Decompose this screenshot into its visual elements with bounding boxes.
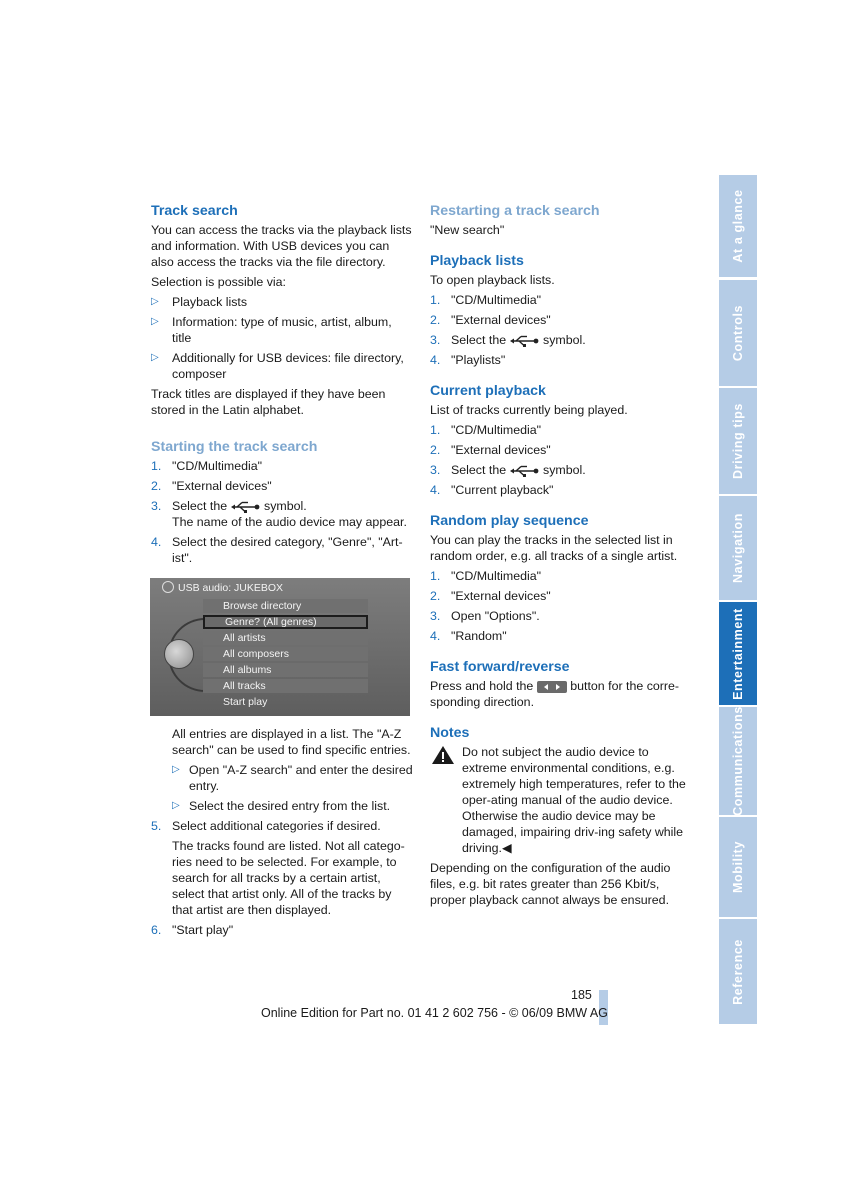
bullet-arrow-icon: ▷ [172, 800, 180, 811]
step [151, 922, 413, 938]
step-number: 2. [151, 479, 162, 493]
paragraph [430, 678, 690, 710]
step-text: "External devices" [451, 443, 551, 457]
bullet-arrow-icon: ▷ [172, 764, 180, 775]
chapter-tab-label: Mobility [731, 840, 745, 894]
screen-menu-item-selected: Genre? (All genres) [203, 615, 368, 629]
step-number: 3. [151, 499, 162, 513]
step-text: "CD/Multimedia" [172, 459, 263, 473]
step [430, 482, 690, 498]
step-text: "CD/Multimedia" [451, 423, 542, 437]
text: button for the corre-sponding direction. [430, 679, 680, 709]
screen-menu-item: All albums [203, 663, 368, 677]
heading-notes: Notes [430, 725, 470, 741]
step-list [430, 422, 690, 498]
warning-icon [430, 744, 456, 766]
list-item-text: Playback lists [172, 295, 248, 309]
step-number: 4. [430, 353, 441, 367]
screen-menu-item: All composers [203, 647, 368, 661]
step [430, 312, 690, 328]
chapter-tab-label: At a glance [731, 189, 745, 263]
step-text: "External devices" [451, 589, 551, 603]
step [430, 462, 690, 478]
sub-list-item [172, 762, 413, 794]
chapter-tab-label: Navigation [731, 513, 745, 583]
chapter-tab-navigation[interactable] [719, 496, 757, 600]
chapter-tab-mobility[interactable] [719, 817, 757, 917]
chapter-tab-controls[interactable] [719, 280, 757, 386]
right-column [430, 202, 690, 912]
step-text: symbol. [543, 333, 586, 347]
step [430, 628, 690, 644]
step-number: 6. [151, 923, 162, 937]
step [151, 818, 413, 834]
heading-fast-forward: Fast forward/reverse [430, 659, 570, 675]
step-list [430, 568, 690, 644]
step-number: 1. [151, 459, 162, 473]
step [430, 422, 690, 438]
step [430, 568, 690, 584]
heading-restarting: Restarting a track search [430, 203, 600, 219]
chapter-tab-label: Driving tips [731, 403, 745, 479]
step-text: symbol. [264, 499, 307, 513]
usb-icon [510, 335, 540, 347]
chapter-tab-label: Controls [731, 304, 745, 362]
bullet-arrow-icon: ▷ [151, 352, 159, 363]
paragraph: You can play the tracks in the selected list in random order, e.g. all tracks of a single artist. [430, 533, 678, 563]
list-item [151, 350, 413, 382]
text: Press and hold the [430, 679, 534, 693]
heading-current-playback: Current playback [430, 383, 546, 399]
chapter-tab-label: Reference [731, 938, 745, 1005]
chapter-tab-driving-tips[interactable] [719, 388, 757, 494]
step-number: 3. [430, 463, 441, 477]
step-text: "CD/Multimedia" [451, 569, 542, 583]
step [430, 332, 690, 348]
step-text: "External devices" [451, 313, 551, 327]
chapter-tab-communications[interactable] [719, 707, 757, 815]
heading-starting-track-search: Starting the track search [151, 439, 318, 455]
step-number: 5. [151, 819, 162, 833]
step-number: 3. [430, 609, 441, 623]
bullet-arrow-icon: ▷ [151, 316, 159, 327]
footer-edition: Online Edition for Part no. 01 41 2 602 756 - © 06/09 BMW AG [261, 1006, 608, 1020]
step [430, 588, 690, 604]
sub-list-item [172, 798, 413, 814]
chapter-tab-label: Communications [731, 706, 745, 816]
paragraph: "New search" [430, 223, 505, 237]
step-text: "Current playback" [451, 483, 554, 497]
chapter-tab-entertainment[interactable] [719, 602, 757, 705]
paragraph: You can access the tracks via the playback lists and information. With USB devices you can also access the tracks via the file directory. [151, 223, 412, 269]
list-item-text: Open "A-Z search" and enter the desired entry. [189, 763, 413, 793]
chapter-tab-label: Entertainment [731, 607, 745, 700]
step-text: Open "Options". [451, 609, 540, 623]
screen-menu-item: All artists [203, 631, 368, 645]
step-text: symbol. [543, 463, 586, 477]
step-text: "Random" [451, 629, 507, 643]
screen-menu-item: Browse directory [203, 599, 368, 613]
step-note: The tracks found are listed. Not all catego-ries need to be selected. For example, to search for all tracks by a certain artist, select that artist only. All of the tracks by that artist are then displayed. [172, 839, 405, 917]
step-text: "Playlists" [451, 353, 506, 367]
step-number: 1. [430, 423, 441, 437]
step [430, 352, 690, 368]
step [151, 458, 413, 474]
page-number: 185 [571, 988, 592, 1002]
paragraph: Depending on the configuration of the audio files, e.g. bit rates greater than 256 Kbit/s, proper playback cannot always be ensured. [430, 861, 671, 907]
step-list [430, 292, 690, 368]
warning-note [430, 744, 690, 856]
idrive-screenshot [150, 578, 410, 716]
step [430, 442, 690, 458]
paragraph: All entries are displayed in a list. The "A-Z search" can be used to find specific entries. [172, 727, 411, 757]
paragraph: List of tracks currently being played. [430, 403, 628, 417]
step [430, 292, 690, 308]
paragraph: Track titles are displayed if they have been stored in the Latin alphabet. [151, 387, 386, 417]
seek-button-icon [537, 681, 567, 693]
screen-menu-item: Start play [223, 696, 268, 708]
usb-icon [231, 501, 261, 513]
chapter-tab-at-a-glance[interactable] [719, 175, 757, 277]
step-number: 1. [430, 569, 441, 583]
step [151, 478, 413, 494]
step-text: "External devices" [172, 479, 272, 493]
heading-playback-lists: Playback lists [430, 253, 524, 269]
warning-text: Do not subject the audio device to extreme environmental conditions, e.g. extremely high temperatures, refer to the oper-ating manual of the audio device. Otherwise the audio device may be damaged, impairing driv-ing safety while driving.◀ [462, 745, 686, 855]
bullet-arrow-icon: ▷ [151, 296, 159, 307]
step-number: 4. [151, 535, 162, 549]
list-item-text: Additionally for USB devices: file directory, composer [172, 351, 404, 381]
step-number: 2. [430, 589, 441, 603]
heading-track-search: Track search [151, 203, 238, 219]
step-text: "CD/Multimedia" [451, 293, 542, 307]
step-text: Select the [451, 333, 507, 347]
step-text: Select the [451, 463, 507, 477]
left-column [151, 202, 413, 942]
step-number: 3. [430, 333, 441, 347]
step [151, 498, 413, 530]
step-number: 2. [430, 313, 441, 327]
step-text: Select additional categories if desired. [172, 819, 381, 833]
step [430, 608, 690, 624]
step-number: 1. [430, 293, 441, 307]
paragraph: To open playback lists. [430, 273, 555, 287]
step [151, 534, 413, 566]
step-number: 4. [430, 483, 441, 497]
screen-title: USB audio: JUKEBOX [178, 582, 284, 594]
usb-icon [510, 465, 540, 477]
screen-menu-item: All tracks [203, 679, 368, 693]
list-item [151, 294, 413, 310]
step-text: Select the [172, 499, 228, 513]
step-text: "Start play" [172, 923, 234, 937]
step-note: The name of the audio device may appear. [172, 515, 407, 529]
controller-knob-icon [164, 639, 194, 669]
paragraph: Selection is possible via: [151, 275, 286, 289]
heading-random-play: Random play sequence [430, 513, 589, 529]
menu-icon [162, 581, 174, 593]
list-item [151, 314, 413, 346]
step-number: 4. [430, 629, 441, 643]
list-item-text: Information: type of music, artist, album, title [172, 315, 392, 345]
list-item-text: Select the desired entry from the list. [189, 799, 391, 813]
chapter-tab-reference[interactable] [719, 919, 757, 1024]
step-text: Select the desired category, "Genre", "Art-ist". [172, 535, 403, 565]
step-number: 2. [430, 443, 441, 457]
